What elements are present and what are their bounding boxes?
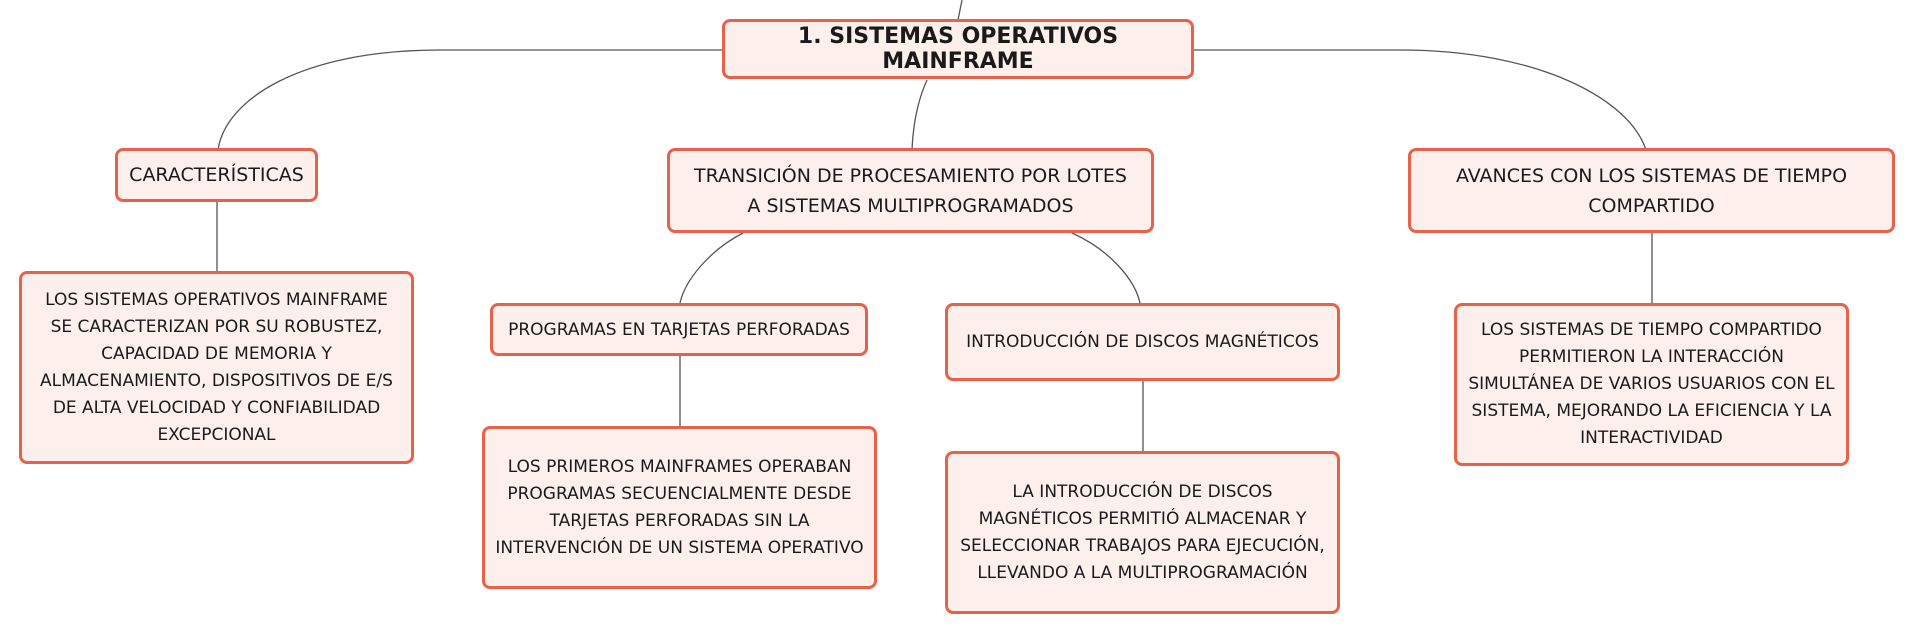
connector-root-to-caracteristicas	[218, 50, 724, 150]
subtopic-programas[interactable]	[490, 303, 868, 356]
detail-avances-text: LOS SISTEMAS DE TIEMPO COMPARTIDO PERMITIERON LA INTERACCIÓN SIMULTÁNEA DE VARIOS USUARIOS CON EL SISTEMA, MEJORANDO LA EFICIENCIA Y LA INTERACTIVIDAD	[1468, 320, 1835, 448]
detail-discos[interactable]	[945, 451, 1340, 614]
connector-root-to-transicion	[912, 80, 927, 150]
connector-transicion-to-programas	[680, 233, 743, 303]
topic-transicion-label: TRANSICIÓN DE PROCESAMIENTO POR LOTES A SISTEMAS MULTIPROGRAMADOS	[694, 164, 1127, 217]
topic-caracteristicas-label: CARACTERÍSTICAS	[129, 164, 304, 186]
detail-avances[interactable]	[1454, 303, 1849, 466]
subtopic-discos[interactable]	[945, 303, 1340, 381]
root-topic-label: 1. SISTEMAS OPERATIVOS MAINFRAME	[797, 24, 1119, 74]
topic-avances-label: AVANCES CON LOS SISTEMAS DE TIEMPO COMPARTIDO	[1455, 164, 1848, 217]
connector-transicion-to-discos	[1072, 233, 1140, 303]
detail-caracteristicas-text: LOS SISTEMAS OPERATIVOS MAINFRAME SE CARACTERIZAN POR SU ROBUSTEZ, CAPACIDAD DE MEMORIA Y ALMACENAMIENTO, DISPOSITIVOS DE E/S DE ALTA VELOCIDAD Y CONFIABILIDAD EXCEPCIONAL	[40, 289, 393, 445]
detail-discos-text: LA INTRODUCCIÓN DE DISCOS MAGNÉTICOS PERMITIÓ ALMACENAR Y SELECCIONAR TRABAJOS PARA EJECUCIÓN, LLEVANDO A LA MULTIPROGRAMACIÓN	[960, 481, 1325, 583]
detail-caracteristicas[interactable]	[19, 271, 414, 464]
connector-parent-to-root	[958, 0, 962, 20]
subtopic-discos-label: INTRODUCCIÓN DE DISCOS MAGNÉTICOS	[966, 332, 1319, 352]
detail-programas[interactable]	[482, 426, 877, 589]
topic-avances[interactable]	[1408, 148, 1895, 233]
connector-root-to-avances	[1192, 50, 1646, 150]
subtopic-programas-label: PROGRAMAS EN TARJETAS PERFORADAS	[508, 319, 850, 340]
root-topic[interactable]	[722, 19, 1194, 79]
detail-programas-text: LOS PRIMEROS MAINFRAMES OPERABAN PROGRAMAS SECUENCIALMENTE DESDE TARJETAS PERFORADAS SIN LA INTERVENCIÓN DE UN SISTEMA OPERATIVO	[495, 456, 864, 558]
topic-caracteristicas[interactable]	[115, 148, 318, 202]
topic-transicion[interactable]	[667, 148, 1154, 233]
